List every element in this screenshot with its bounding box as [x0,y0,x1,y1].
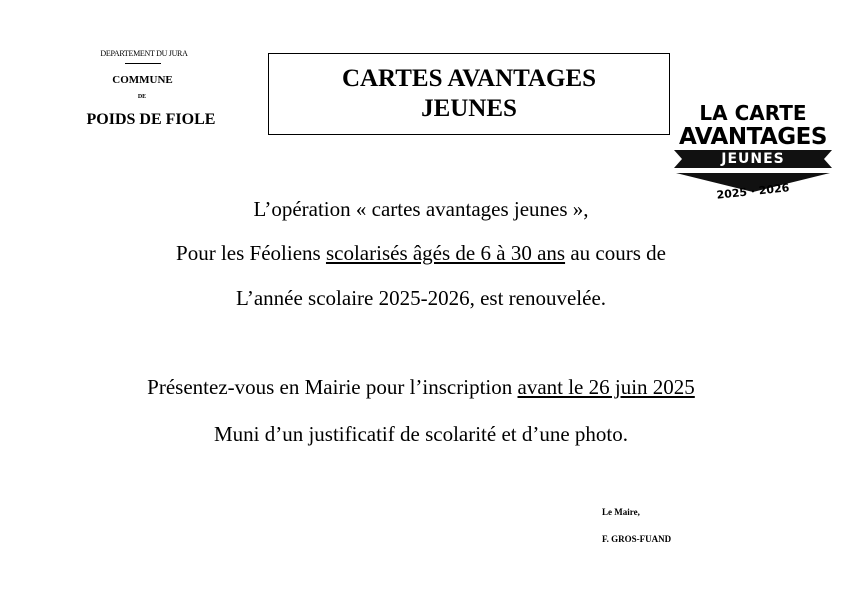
title-line-1: CARTES AVANTAGES [341,65,597,92]
title-box [268,53,670,135]
body-line-2 [40,240,802,266]
logo-years: 2025 · 2026 [715,181,790,202]
body-line-1: L’opération « cartes avantages jeunes », [253,197,589,221]
age-range-underlined: scolarisés âgés de 6 à 30 ans [325,241,566,265]
commune-label: COMMUNE [112,74,173,86]
body-line-4 [40,374,802,400]
title-line-2: JEUNES [421,95,517,122]
signature-name: F. GROS-FUAND [602,534,672,544]
department-divider [125,63,161,64]
body-line-3: L’année scolaire 2025-2026, est renouvelée. [235,286,607,310]
signature-role: Le Maire, [602,507,640,517]
body-line-2-post: au cours de [565,241,666,265]
body-line-2-pre: Pour les Féoliens [176,241,326,265]
deadline-underlined: avant le 26 juin 2025 [517,375,695,399]
body-line-4-pre: Présentez-vous en Mairie pour l’inscription [147,375,518,399]
town-name: POIDS DE FIOLE [86,111,216,128]
logo-ribbon-text: JEUNES [721,151,785,167]
logo-line-1: LA CARTE [699,101,807,125]
body-line-5: Muni d’un justificatif de scolarité et d’une photo. [213,422,629,446]
de-label: DE [137,94,147,100]
department-label: DEPARTEMENT DU JURA [100,49,188,58]
logo-line-2: AVANTAGES [679,124,827,150]
carte-avantages-jeunes-logo [672,102,834,206]
